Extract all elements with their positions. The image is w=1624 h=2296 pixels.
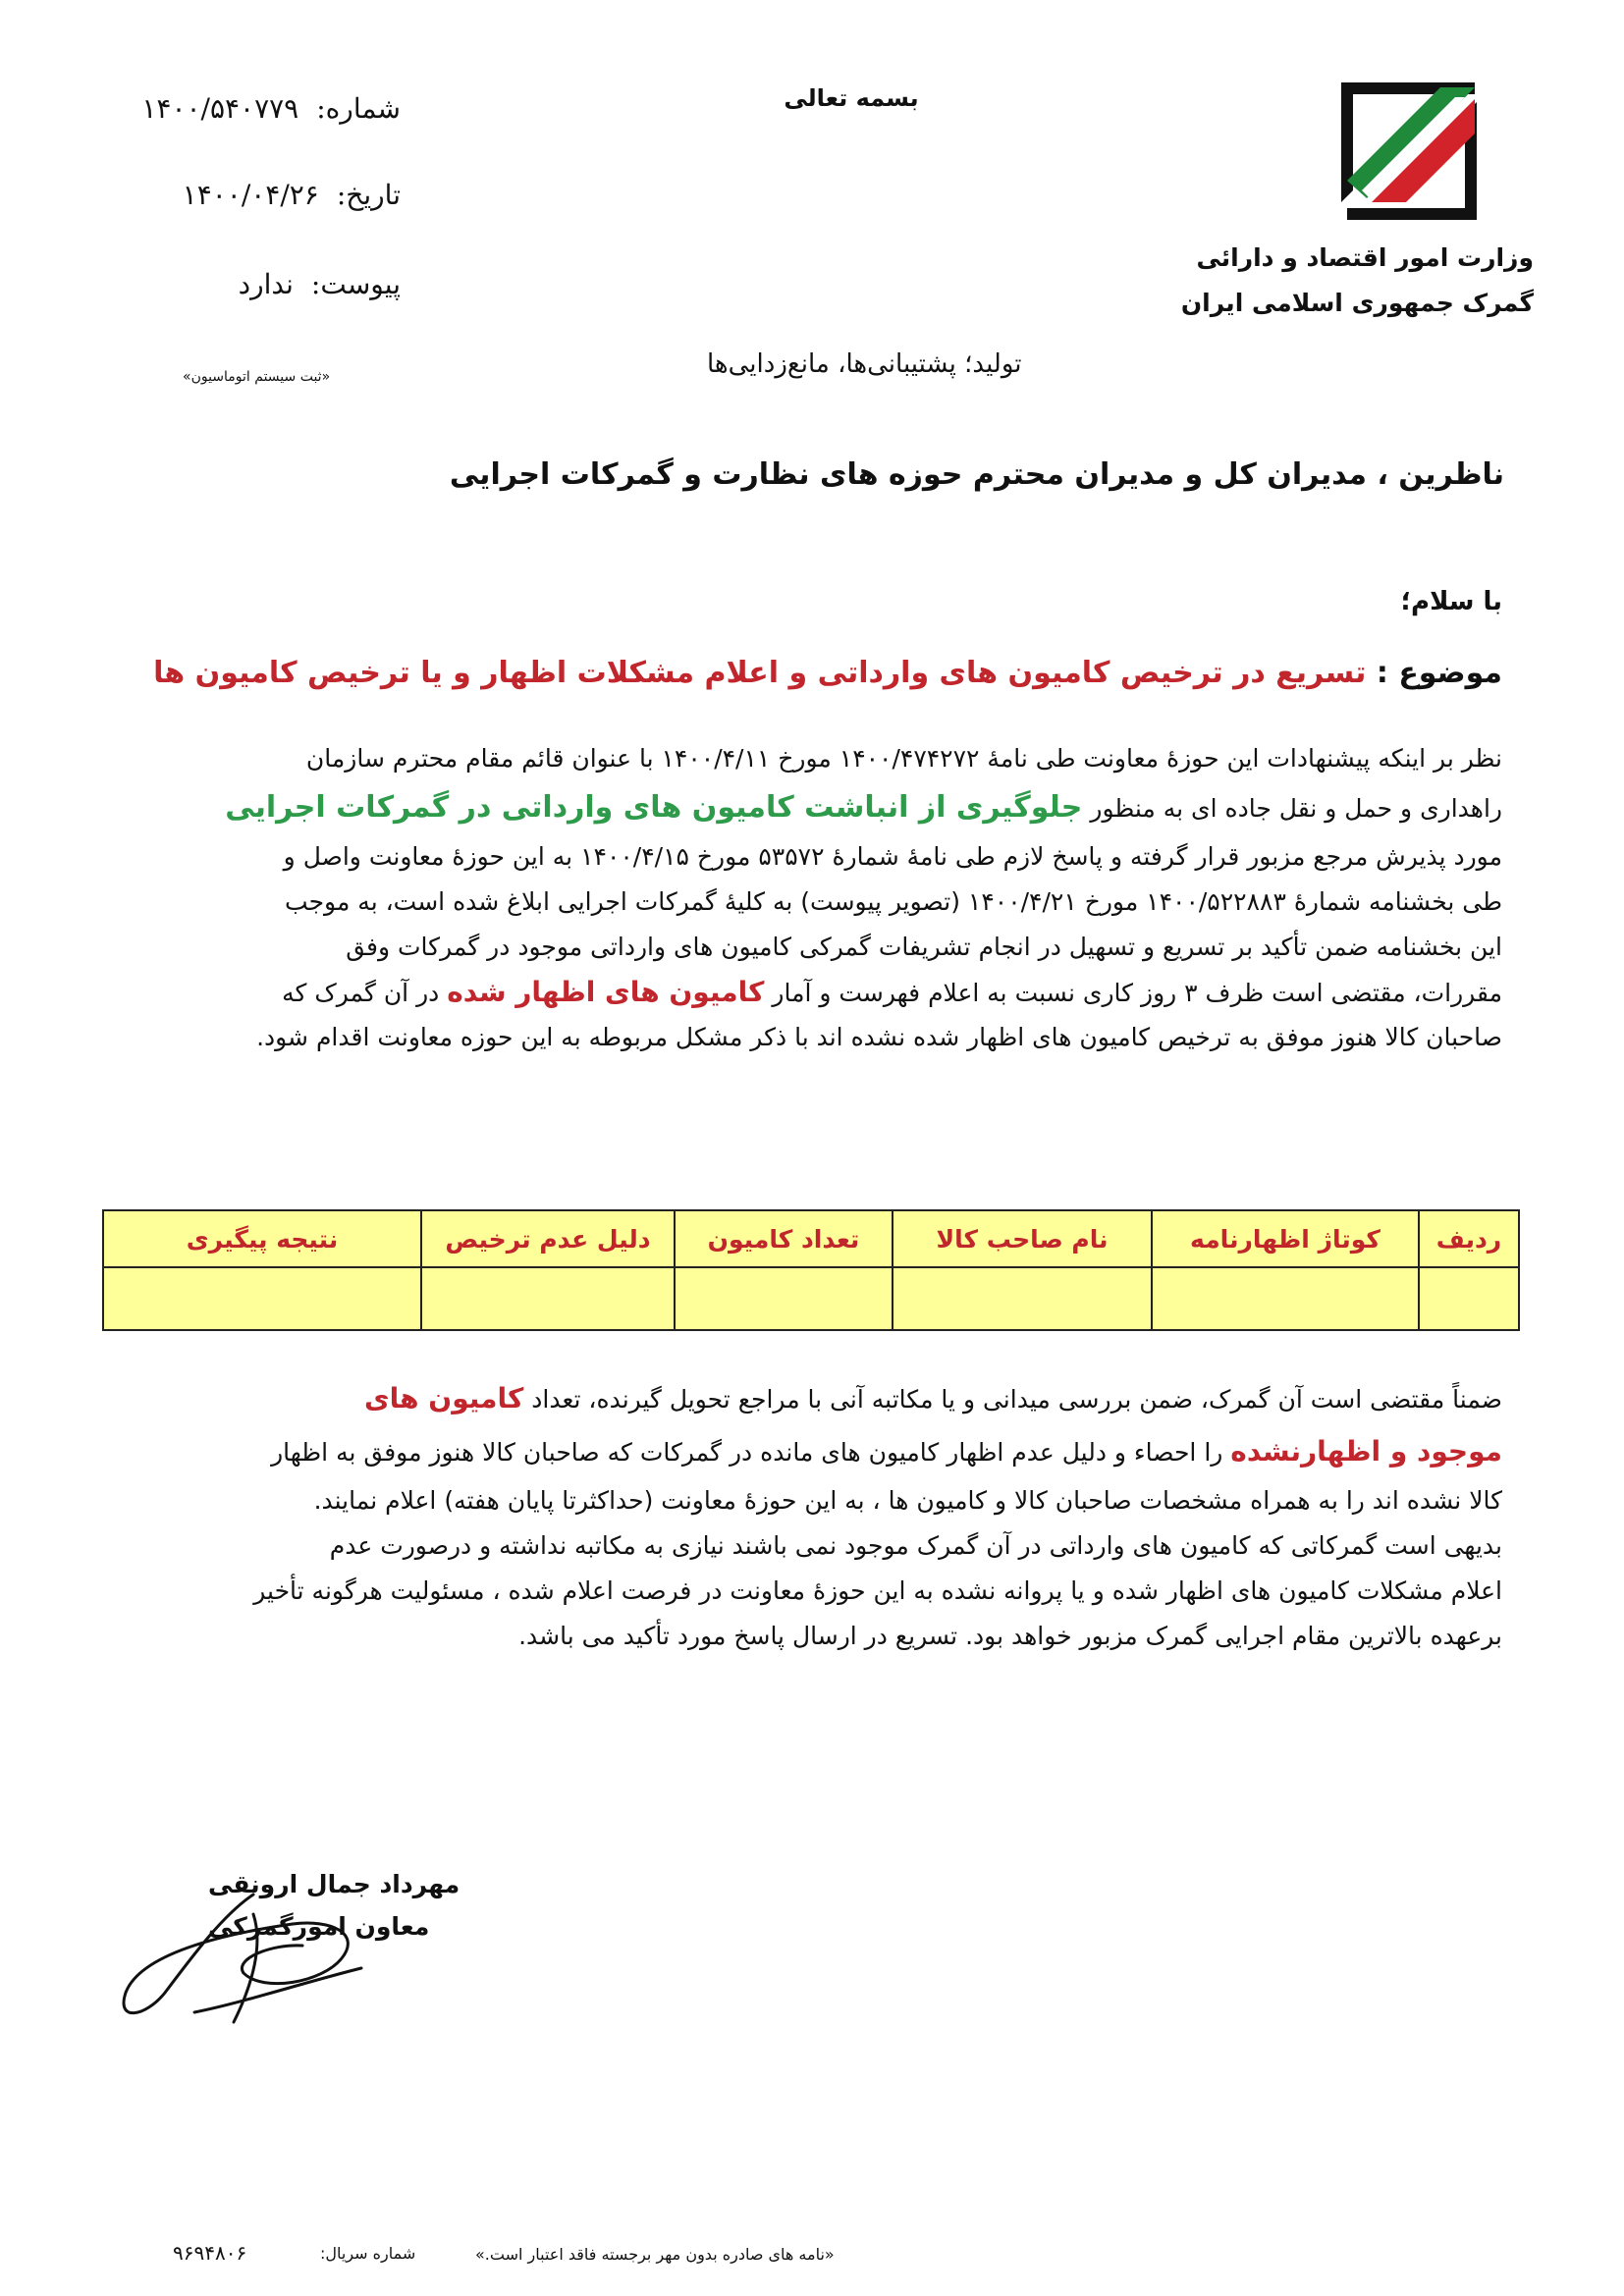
body-line	[108, 970, 1502, 1015]
body-line: این بخشنامه ضمن تأکید بر تسریع و تسهیل در انجام تشریفات گمرکی کامیون های وارداتی موجود در گمرکات وفق	[346, 933, 1502, 961]
letter-attachment-value: ندارد	[238, 268, 294, 300]
letter-attachment-label: پیوست:	[310, 268, 401, 300]
signatory-name: مهرداد جمال ارونقی	[208, 1870, 460, 1898]
basmala: بسمه تعالی	[784, 84, 919, 112]
body-line	[108, 1425, 1502, 1478]
table-cell	[1419, 1267, 1519, 1330]
body-line: مورد پذیرش مرجع مزبور قرار گرفته و پاسخ لازم طی نامهٔ شمارهٔ ۵۳۵۷۲ مورخ ۱۴۰۰/۴/۱۵ به این حوزهٔ معاونت واصل و	[283, 842, 1502, 871]
body-text: را احصاء و دلیل عدم اظهار کامیون های مانده در گمرکات که صاحبان کالا هنوز موفق به اظهار	[271, 1438, 1223, 1467]
letter-number	[86, 92, 401, 125]
ministry-name: وزارت امور اقتصاد و دارائی	[1196, 243, 1534, 272]
letter-number-value: ۱۴۰۰/۵۴۰۷۷۹	[141, 92, 299, 125]
table-header-row	[103, 1210, 1519, 1267]
table-cell	[103, 1267, 421, 1330]
letter-attachment	[86, 268, 401, 300]
letter-date-value: ۱۴۰۰/۰۴/۲۶	[182, 179, 319, 211]
subject-label: موضوع :	[1376, 656, 1502, 690]
table-header-cell: کوتاژ اظهارنامه	[1152, 1210, 1419, 1267]
subject-text: تسریع در ترخیص کامیون های وارداتی و اعلام مشکلات اظهار و یا ترخیص کامیون ها	[153, 656, 1367, 690]
body-paragraph-2	[108, 1372, 1502, 1659]
body-line: بدیهی است گمرکاتی که کامیون های وارداتی در آن گمرک موجود نمی باشند نیازی به مکاتبه نداشته و درصورت عدم	[329, 1531, 1502, 1560]
body-text: راهداری و حمل و نقل جاده ای به منظور	[1090, 794, 1502, 823]
body-line	[108, 781, 1502, 834]
body-line: صاحبان کالا هنوز موفق به ترخیص کامیون های اظهار شده نشده اند با ذکر مشکل مربوطه به این حوزه معاونت اقدام شود.	[256, 1023, 1502, 1051]
handwritten-signature	[106, 1875, 410, 2032]
validity-note: «نامه های صادره بدون مهر برجسته فاقد اعتبار است.»	[475, 2245, 835, 2264]
serial-number-value: ۹۶۹۴۸۰۶	[173, 2241, 247, 2265]
automation-registration-note: «ثبت سیستم اتوماسیون»	[183, 369, 331, 385]
signatory-title: معاون امورگمرکی	[208, 1912, 430, 1941]
subject-line	[153, 656, 1502, 690]
table-cell	[421, 1267, 675, 1330]
table-cell	[675, 1267, 893, 1330]
letter-number-label: شماره:	[316, 92, 401, 125]
body-text: مقررات، مقتضی است ظرف ۳ روز کاری نسبت به اعلام فهرست و آمار	[772, 979, 1502, 1007]
highlight-prevent-truck-accumulation: جلوگیری از انباشت کامیون های وارداتی در گمرکات اجرایی	[225, 790, 1083, 825]
body-line: برعهده بالاترین مقام اجرایی گمرک مزبور خواهد بود. تسریع در ارسال پاسخ مورد تأکید می باشد.	[518, 1622, 1502, 1650]
table-header-cell: تعداد کامیون	[675, 1210, 893, 1267]
body-line: کالا نشده اند را به همراه مشخصات صاحبان کالا و کامیون ها ، به این حوزهٔ معاونت (حداکثرتا پایان هفته) اعلام نمایند.	[313, 1486, 1502, 1515]
body-line: طی بخشنامه شمارهٔ ۱۴۰۰/۵۲۲۸۸۳ مورخ ۱۴۰۰/۴/۲۱ (تصویر پیوست) به کلیهٔ گمرکات اجرایی ابلاغ شده است، به موجب	[285, 887, 1502, 916]
body-line: نظر بر اینکه پیشنهادات این حوزهٔ معاونت طی نامهٔ ۱۴۰۰/۴۷۴۲۷۲ مورخ ۱۴۰۰/۴/۱۱ با عنوان قائم مقام محترم سازمان	[305, 744, 1502, 773]
table-header-cell: نام صاحب کالا	[893, 1210, 1152, 1267]
truck-report-table	[102, 1209, 1520, 1331]
recipients: ناظرین ، مدیران کل و مدیران محترم حوزه های نظارت و گمرکات اجرایی	[449, 457, 1504, 492]
body-line	[108, 1372, 1502, 1425]
serial-number-label: شماره سریال:	[320, 2244, 416, 2263]
greeting: با سلام؛	[1400, 587, 1502, 616]
body-line: اعلام مشکلات کامیون های اظهار شده و یا پروانه نشده به این حوزهٔ معاونت در فرصت اعلام شده ، مسئولیت هرگونه تأخیر	[253, 1576, 1502, 1605]
letter-date-label: تاریخ:	[336, 179, 401, 211]
table-header-cell: دلیل عدم ترخیص	[421, 1210, 675, 1267]
highlight-existing-undeclared: موجود و اظهارنشده	[1230, 1435, 1502, 1468]
table-header-cell: ردیف	[1419, 1210, 1519, 1267]
table-cell	[893, 1267, 1152, 1330]
body-text: در آن گمرک که	[282, 979, 440, 1007]
letter-date	[86, 179, 401, 211]
table-cell	[1152, 1267, 1419, 1330]
customs-name: گمرک جمهوری اسلامی ایران	[1180, 289, 1534, 317]
body-paragraph-1	[108, 736, 1502, 1060]
table-row	[103, 1267, 1519, 1330]
highlight-trucks: کامیون های	[363, 1382, 524, 1415]
highlight-declared-trucks: کامیون های اظهار شده	[447, 976, 765, 1008]
body-text: ضمناً مقتضی است آن گمرک، ضمن بررسی میدانی و یا مکاتبه آنی با مراجع تحویل گیرنده، تعداد	[531, 1385, 1502, 1414]
customs-logo	[1327, 73, 1489, 230]
ministry-header	[1181, 236, 1534, 326]
cc-line: تولید؛ پشتیبانی‌ها، مانع‌زدایی‌ها	[707, 349, 1022, 379]
table-header-cell: نتیجه پیگیری	[103, 1210, 421, 1267]
